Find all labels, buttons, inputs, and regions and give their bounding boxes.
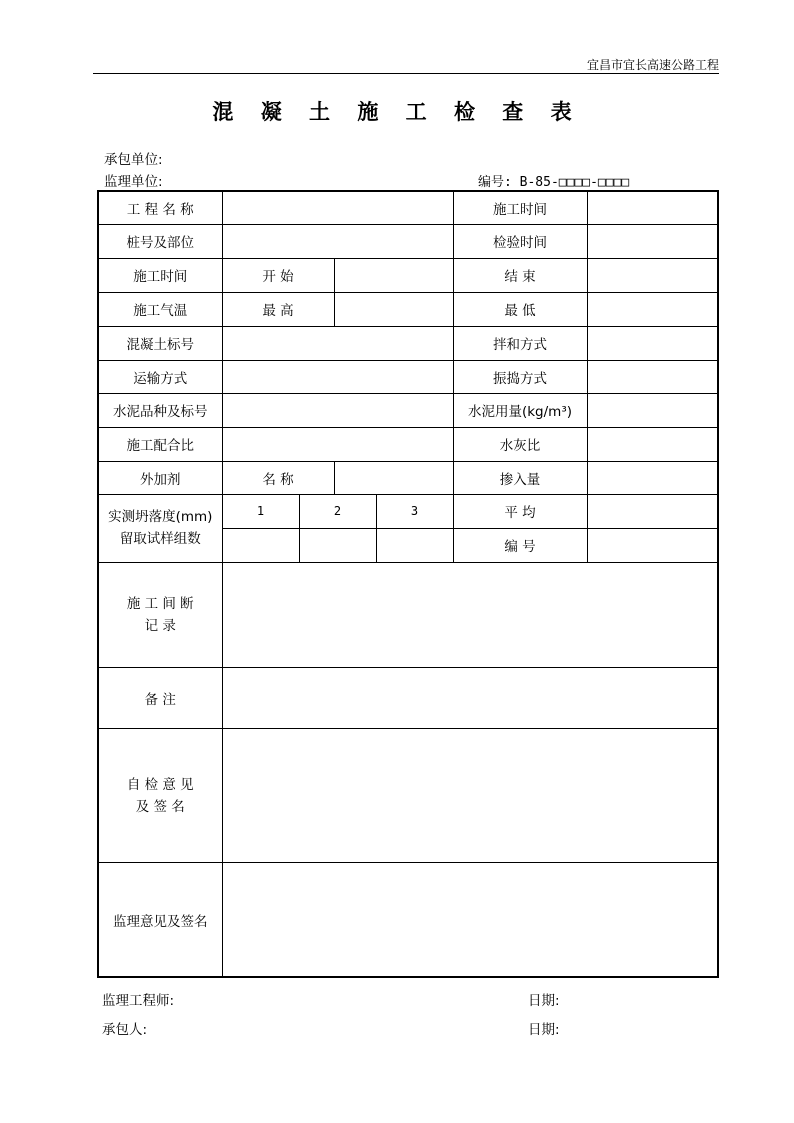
slump-samples-label [98, 494, 222, 562]
min-temp-label: 最 低 [453, 292, 587, 326]
max-temp-label: 最 高 [222, 292, 334, 326]
admixture-name-field[interactable] [334, 461, 453, 494]
table-row [98, 191, 718, 224]
end-label: 结 束 [453, 258, 587, 292]
min-temp-field[interactable] [587, 292, 718, 326]
vibration-method-label: 振捣方式 [453, 360, 587, 393]
mixing-method-field[interactable] [587, 326, 718, 360]
inspection-time-field[interactable] [587, 224, 718, 258]
construction-time-label: 施工时间 [453, 191, 587, 224]
average-label: 平 均 [453, 494, 587, 528]
cement-amount-field[interactable] [587, 393, 718, 427]
max-temp-field[interactable] [334, 292, 453, 326]
form-number-label: 编号: B-85-□□□□-□□□□ [478, 175, 630, 190]
air-temperature-label: 施工气温 [98, 292, 222, 326]
project-name-label: 工 程 名 称 [98, 191, 222, 224]
page-title: 混 凝 土 施 工 检 查 表 [212, 99, 582, 124]
interruption-record-field[interactable] [222, 562, 718, 667]
start-label: 开 始 [222, 258, 334, 292]
inspection-time-label: 检验时间 [453, 224, 587, 258]
project-name-header: 宜昌市宜长高速公路工程 [586, 58, 719, 72]
sample-number-label: 编 号 [453, 528, 587, 562]
remarks-field[interactable] [222, 667, 718, 728]
cement-type-field[interactable] [222, 393, 453, 427]
sample-number-field[interactable] [587, 528, 718, 562]
table-row [98, 258, 718, 292]
self-inspection-field[interactable] [222, 729, 718, 863]
contractor-unit-label: 承包单位: [104, 152, 163, 168]
station-location-field[interactable] [222, 224, 453, 258]
water-cement-ratio-field[interactable] [587, 427, 718, 461]
admixture-name-label: 名 称 [222, 461, 334, 494]
table-row [98, 224, 718, 258]
supervisor-unit-label: 监理单位: [104, 174, 163, 190]
date-label-1: 日期: [528, 993, 560, 1009]
concrete-grade-field[interactable] [222, 326, 453, 360]
station-location-label: 桩号及部位 [98, 224, 222, 258]
slump-col-2-label: 2 [299, 494, 376, 528]
table-row [98, 292, 718, 326]
remarks-label: 备 注 [98, 667, 222, 728]
admixture-amount-field[interactable] [587, 461, 718, 494]
table-row [98, 494, 718, 528]
table-row [98, 562, 718, 667]
interruption-record-line1: 施 工 间 断 [126, 595, 194, 612]
table-row [98, 326, 718, 360]
transport-method-label: 运输方式 [98, 360, 222, 393]
start-field[interactable] [334, 258, 453, 292]
supervision-opinion-label: 监理意见及签名 [98, 863, 222, 977]
cement-amount-label: 水泥用量(kg/m³) [453, 393, 587, 427]
construction-time-field[interactable] [587, 191, 718, 224]
mix-ratio-label: 施工配合比 [98, 427, 222, 461]
mixing-method-label: 拌和方式 [453, 326, 587, 360]
slump-label: 实测坍落度(mm) [108, 509, 213, 526]
mix-ratio-field[interactable] [222, 427, 453, 461]
table-row [98, 863, 718, 977]
slump-col-1-label: 1 [222, 494, 299, 528]
table-row [98, 729, 718, 863]
table-row [98, 393, 718, 427]
slump-value-3-field[interactable] [376, 528, 453, 562]
self-inspection-line2: 及 签 名 [135, 798, 185, 815]
admixture-label: 外加剂 [98, 461, 222, 494]
table-row [98, 427, 718, 461]
cement-type-label: 水泥品种及标号 [98, 393, 222, 427]
inspection-table [97, 190, 719, 978]
contractor-person-label: 承包人: [102, 1022, 148, 1038]
sample-groups-label: 留取试样组数 [119, 531, 201, 548]
interruption-record-line2: 记 录 [144, 617, 176, 634]
transport-method-field[interactable] [222, 360, 453, 393]
self-inspection-line1: 自 检 意 见 [126, 776, 194, 793]
construction-period-label: 施工时间 [98, 258, 222, 292]
table-row [98, 461, 718, 494]
admixture-amount-label: 掺入量 [453, 461, 587, 494]
table-row [98, 360, 718, 393]
vibration-method-field[interactable] [587, 360, 718, 393]
average-field[interactable] [587, 494, 718, 528]
end-field[interactable] [587, 258, 718, 292]
supervising-engineer-label: 监理工程师: [102, 993, 175, 1009]
interruption-record-label [98, 562, 222, 667]
water-cement-ratio-label: 水灰比 [453, 427, 587, 461]
table-row [98, 667, 718, 728]
date-label-2: 日期: [528, 1022, 560, 1038]
slump-value-1-field[interactable] [222, 528, 299, 562]
header-divider [93, 73, 719, 74]
concrete-grade-label: 混凝土标号 [98, 326, 222, 360]
slump-value-2-field[interactable] [299, 528, 376, 562]
supervision-opinion-field[interactable] [222, 863, 718, 977]
project-name-field[interactable] [222, 191, 453, 224]
self-inspection-label [98, 729, 222, 863]
slump-col-3-label: 3 [376, 494, 453, 528]
